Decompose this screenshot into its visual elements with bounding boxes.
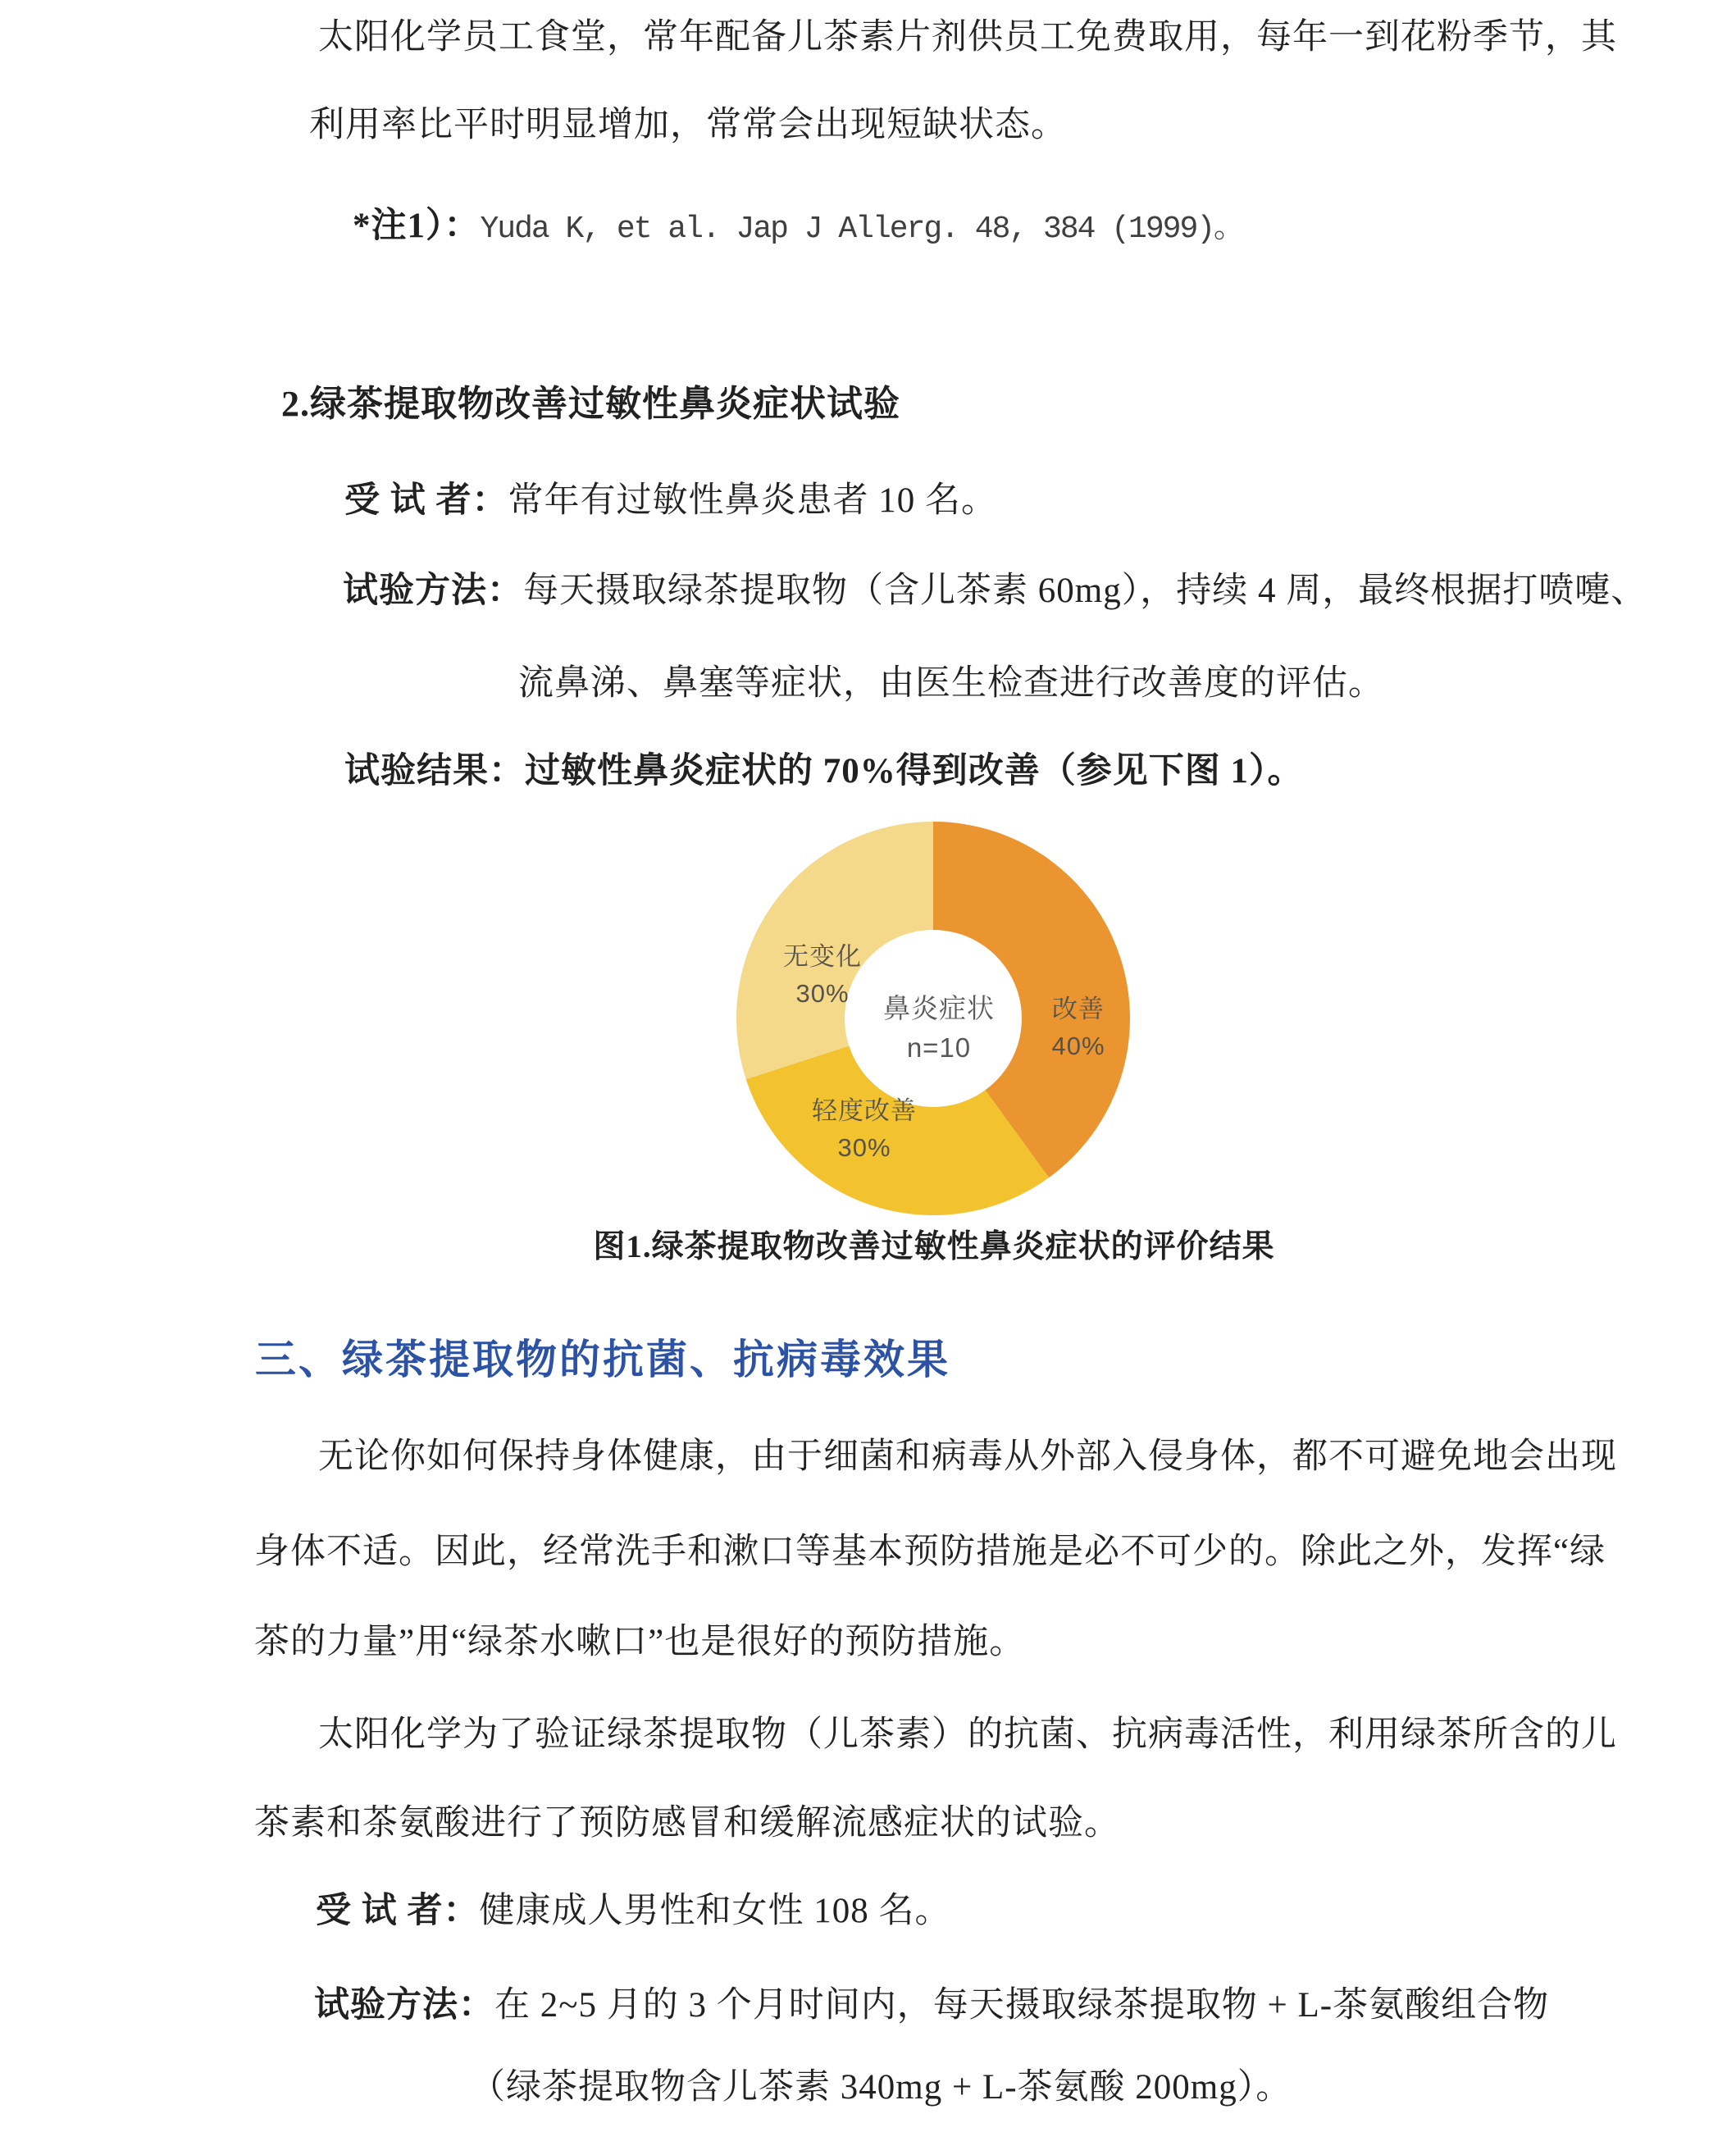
section3-heading: 三、绿茶提取物的抗菌、抗病毒效果 xyxy=(255,1337,950,1383)
paragraph1-line2: 利用率比平时明显增加，常常会出现短缺状态。 xyxy=(309,106,1067,144)
donut-center-label xyxy=(883,989,995,1068)
method2-text1: 在 2~5 月的 3 个月时间内，每天摄取绿茶提取物 + L-茶氨酸组合物 xyxy=(494,1986,1550,2025)
paragraph3-line2: 茶素和茶氨酸进行了预防感冒和缓解流感症状的试验。 xyxy=(254,1804,1120,1843)
method2-label: 试验方法： xyxy=(314,1986,494,2025)
paragraph2-line3: 茶的力量”用“绿茶水嗽口”也是很好的预防措施。 xyxy=(254,1623,1026,1661)
result1-line xyxy=(344,750,1304,793)
slice-label-slightly-improved-pct: 30% xyxy=(837,1133,891,1162)
method1-line2: 流鼻涕、鼻塞等症状，由医生检查进行改善度的评估。 xyxy=(518,664,1384,703)
method1-label: 试验方法： xyxy=(343,572,523,610)
footnote1-reference: Yuda K, et al. Jap J Allerg. 48, 384 (1999)。 xyxy=(480,212,1244,247)
figure1-donut-chart xyxy=(736,822,1130,1215)
subjects1-line xyxy=(344,480,997,522)
paragraph2-line1: 无论你如何保持身体健康，由于细菌和病毒从外部入侵身体，都不可避免地会出现 xyxy=(318,1437,1617,1476)
slice-label-slightly-improved-name: 轻度改善 xyxy=(812,1096,917,1126)
slice-label-no-change-pct: 30% xyxy=(795,979,850,1008)
footnote1 xyxy=(353,205,1243,248)
slice-label-improved-pct: 40% xyxy=(1051,1032,1105,1060)
method1-text1: 每天摄取绿茶提取物（含儿茶素 60mg），持续 4 周，最终根据打喷嚏、 xyxy=(523,572,1647,610)
result1-text: 过敏性鼻炎症状的 70%得到改善（参见下图 1）。 xyxy=(525,752,1304,790)
result1-label: 试验结果： xyxy=(344,752,525,790)
donut-center-title: 鼻炎症状 xyxy=(883,993,995,1024)
paragraph2-line2: 身体不适。因此，经常洗手和漱口等基本预防措施是必不可少的。除此之外，发挥“绿 xyxy=(254,1533,1606,1571)
method1-line1 xyxy=(343,570,1647,613)
donut-center-n: n=10 xyxy=(906,1032,972,1063)
method2-line1 xyxy=(314,1984,1549,2027)
figure1-caption: 图1.绿茶提取物改善过敏性鼻炎症状的评价结果 xyxy=(593,1229,1275,1264)
slice-label-no-change xyxy=(783,939,862,1013)
slice-label-no-change-name: 无变化 xyxy=(783,942,862,972)
method2-line2: （绿茶提取物含儿茶素 340mg + L-茶氨酸 200mg）。 xyxy=(470,2068,1292,2107)
footnote1-label: *注1）： xyxy=(353,207,481,245)
subjects2-line xyxy=(316,1890,951,1933)
subjects2-label: 受 试 者： xyxy=(316,1892,480,1930)
subjects2-text: 健康成人男性和女性 108 名。 xyxy=(479,1892,951,1930)
section2-heading: 2.绿茶提取物改善过敏性鼻炎症状试验 xyxy=(281,384,900,424)
slice-label-improved xyxy=(1051,991,1105,1065)
subjects1-text: 常年有过敏性鼻炎患者 10 名。 xyxy=(508,481,997,520)
slice-label-slightly-improved xyxy=(812,1093,917,1167)
paragraph1-line1: 太阳化学员工食堂，常年配备儿茶素片剂供员工免费取用，每年一到花粉季节，其 xyxy=(318,18,1617,57)
subjects1-label: 受 试 者： xyxy=(344,481,508,520)
paragraph3-line1: 太阳化学为了验证绿茶提取物（儿茶素）的抗菌、抗病毒活性，利用绿茶所含的儿 xyxy=(318,1715,1617,1754)
slice-label-improved-name: 改善 xyxy=(1051,995,1105,1024)
